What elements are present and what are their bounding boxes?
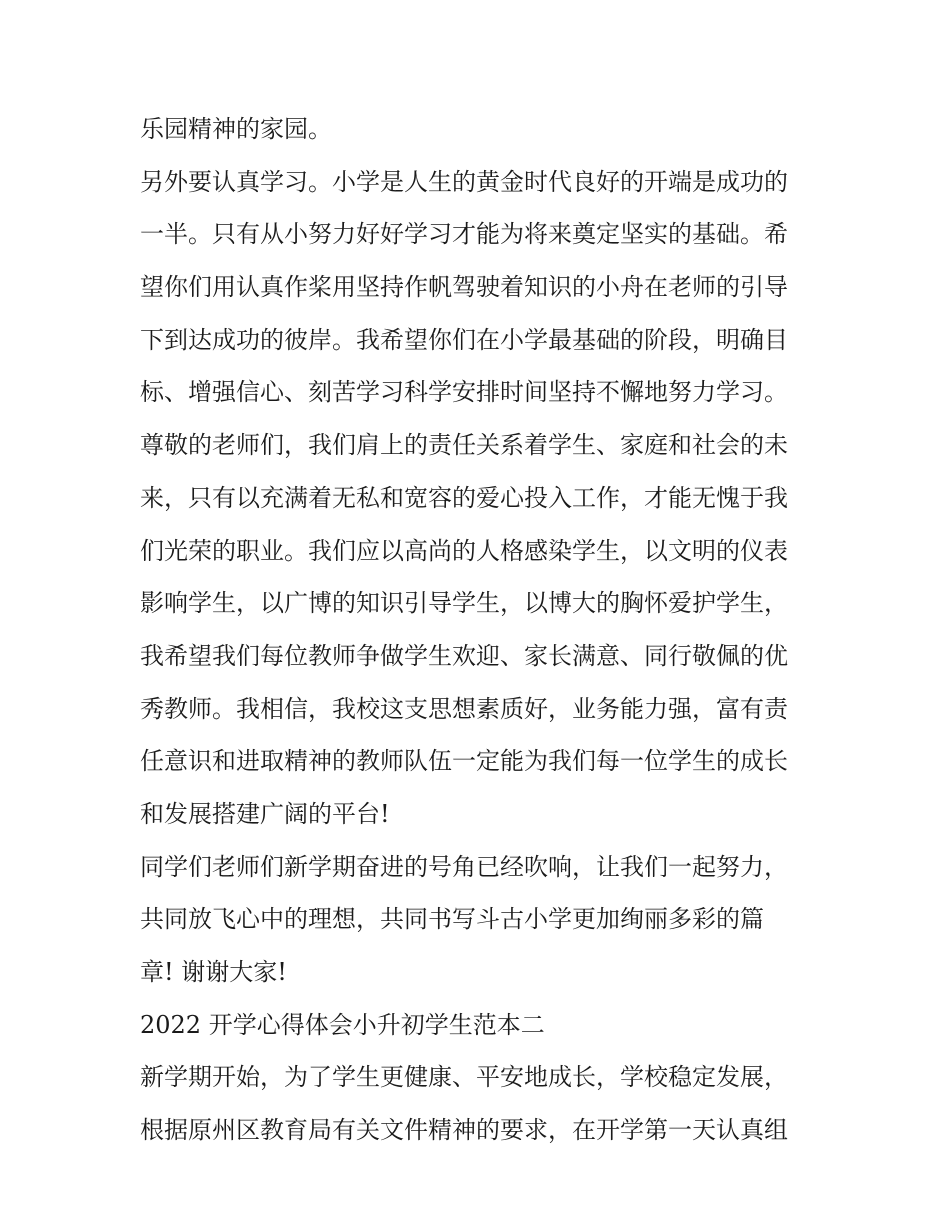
text-line: 共同放飞心中的理想，共同书写斗古小学更加绚丽多彩的篇 bbox=[140, 905, 764, 934]
text-line: 来，只有以充满着无私和宽容的爱心投入工作，才能无愧于我 bbox=[140, 483, 788, 512]
text-line: 新学期开始，为了学生更健康、平安地成长，学校稳定发展， bbox=[140, 1063, 788, 1092]
text-line: 同学们老师们新学期奋进的号角已经吹响，让我们一起努力， bbox=[140, 852, 788, 881]
text-line: 下到达成功的彼岸。我希望你们在小学最基础的阶段，明确目 bbox=[140, 325, 788, 354]
text-line: 们光荣的职业。我们应以高尚的人格感染学生，以文明的仪表 bbox=[140, 536, 788, 565]
text-line: 我希望我们每位教师争做学生欢迎、家长满意、同行敬佩的优 bbox=[140, 641, 788, 670]
text-line: 乐园精神的家园。 bbox=[140, 115, 332, 143]
text-line: 标、增强信心、刻苦学习科学安排时间坚持不懈地努力学习。 bbox=[140, 378, 788, 407]
text-line: 秀教师。我相信，我校这支思想素质好，业务能力强，富有责 bbox=[140, 694, 788, 723]
text-line: 影响学生，以广博的知识引导学生，以博大的胸怀爱护学生， bbox=[140, 589, 788, 618]
text-line: 另外要认真学习。小学是人生的黄金时代良好的开端是成功的 bbox=[140, 167, 788, 196]
section-heading: 2022 开学心得体会小升初学生范本二 bbox=[140, 1010, 545, 1039]
text-line: 望你们用认真作桨用坚持作帆驾驶着知识的小舟在老师的引导 bbox=[140, 273, 788, 302]
text-line: 任意识和进取精神的教师队伍一定能为我们每一位学生的成长 bbox=[140, 747, 788, 776]
text-line: 一半。只有从小努力好好学习才能为将来奠定坚实的基础。希 bbox=[140, 220, 788, 249]
text-line: 和发展搭建广阔的平台! bbox=[140, 799, 390, 828]
text-line: 尊敬的老师们，我们肩上的责任关系着学生、家庭和社会的未 bbox=[140, 431, 788, 460]
document-body bbox=[140, 108, 820, 1162]
text-line: 章! 谢谢大家! bbox=[140, 958, 287, 986]
text-line: 根据原州区教育局有关文件精神的要求，在开学第一天认真组 bbox=[140, 1116, 788, 1145]
